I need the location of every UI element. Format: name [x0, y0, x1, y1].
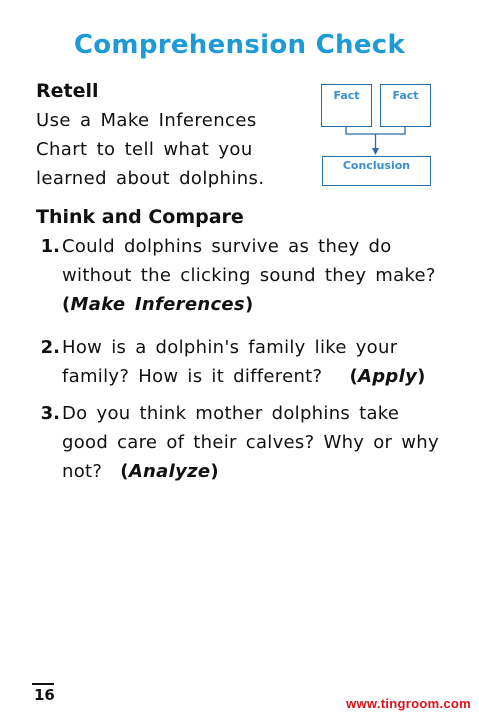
- watermark-link[interactable]: www.tingroom.com: [346, 696, 471, 711]
- retell-line: Chart to tell what you: [36, 139, 253, 160]
- fact-box-left: Fact: [321, 84, 372, 127]
- skill-label: (Make Inferences): [62, 294, 254, 315]
- retell-heading: Retell: [36, 80, 99, 102]
- question-item: [36, 337, 446, 397]
- question-line: family? How is it different? (Apply): [62, 366, 426, 387]
- question-line: not? (Analyze): [62, 461, 219, 482]
- skill-label: (Analyze): [120, 461, 219, 482]
- retell-line: Use a Make Inferences: [36, 110, 257, 131]
- conclusion-box: Conclusion: [322, 156, 431, 186]
- question-number: 1.: [40, 236, 60, 257]
- retell-line: learned about dolphins.: [36, 168, 265, 189]
- question-line: good care of their calves? Why or why: [62, 432, 439, 453]
- question-number: 2.: [40, 337, 60, 358]
- page-number-rule: [32, 683, 54, 685]
- think-compare-heading: Think and Compare: [36, 206, 244, 228]
- question-item: [36, 403, 446, 493]
- page-title: Comprehension Check: [73, 30, 406, 60]
- question-line: without the clicking sound they make?: [62, 265, 436, 286]
- question-number: 3.: [40, 403, 60, 424]
- skill-label: (Apply): [349, 366, 426, 387]
- question-line: Do you think mother dolphins take: [62, 403, 400, 424]
- fact-box-right: Fact: [380, 84, 431, 127]
- question-line: Could dolphins survive as they do: [62, 236, 392, 257]
- question-item: [36, 236, 446, 326]
- question-line: How is a dolphin's family like your: [62, 337, 398, 358]
- page-number: 16: [34, 686, 55, 704]
- make-inferences-chart: [320, 82, 435, 188]
